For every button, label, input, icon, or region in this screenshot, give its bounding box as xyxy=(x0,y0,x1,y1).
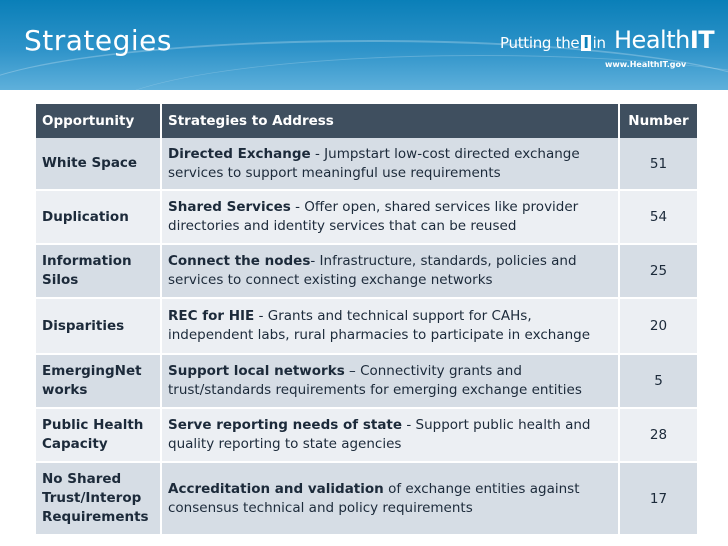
logo-health: Health xyxy=(614,26,690,54)
strategy-description: - Support public health and quality reporting to state agencies xyxy=(168,417,591,452)
logo-it: IT xyxy=(689,26,715,54)
table-row xyxy=(36,354,697,408)
row-strategy xyxy=(161,354,619,408)
column-header-opportunity: Opportunity xyxy=(42,113,135,129)
row-strategy xyxy=(161,190,619,244)
strategy-title: Directed Exchange xyxy=(168,145,311,162)
row-strategy xyxy=(161,298,619,354)
logo-in: in xyxy=(592,34,606,52)
row-number: 5 xyxy=(619,354,697,408)
strategy-title: Shared Services xyxy=(168,199,291,215)
row-strategy xyxy=(161,138,619,190)
row-opportunity: No Shared Trust/Interop Requirements xyxy=(36,462,161,534)
strategy-description: – Connectivity grants and trust/standards requirements for emerging exchange entities xyxy=(168,363,582,398)
table-row xyxy=(36,298,697,354)
column-header-strategies: Strategies to Address xyxy=(161,104,619,138)
strategy-title: REC for HIE xyxy=(168,308,255,324)
row-opportunity: EmergingNetworks xyxy=(36,354,161,408)
table-row xyxy=(36,190,697,244)
strategy-description: - Jumpstart low-cost directed exchange services to support meaningful use requirements xyxy=(168,145,580,181)
logo-tagline xyxy=(500,34,606,52)
slide-title: Strategies xyxy=(24,24,172,57)
logo-i-box: I xyxy=(583,34,589,52)
strategy-description: - Infrastructure, standards, policies and services to connect existing exchange networks xyxy=(168,253,577,288)
column-header-number: Number xyxy=(619,104,697,138)
strategy-description: - Grants and technical support for CAHs, independent labs, rural pharmacies to participate in exchange xyxy=(168,308,591,343)
logo-healthit xyxy=(614,26,714,54)
strategy-description: - Offer open, shared services like provider directories and identity services that can be reused xyxy=(168,199,579,234)
row-number: 20 xyxy=(619,298,697,354)
logo-url: www.HealthIT.gov xyxy=(605,60,687,69)
row-number: 54 xyxy=(619,190,697,244)
logo-prefix: Putting the xyxy=(500,34,580,52)
table-row xyxy=(36,462,697,534)
strategy-description: of exchange entities against consensus technical and policy requirements xyxy=(168,480,580,516)
row-number: 51 xyxy=(619,138,697,190)
row-number: 17 xyxy=(619,462,697,534)
strategy-title: Accreditation and validation xyxy=(168,480,384,497)
row-strategy xyxy=(161,408,619,462)
table-row xyxy=(36,244,697,298)
table-row xyxy=(36,138,697,190)
slide-header xyxy=(0,0,728,90)
row-opportunity: Information Silos xyxy=(36,244,161,298)
table-header-row xyxy=(36,104,697,138)
row-strategy xyxy=(161,244,619,298)
row-opportunity: Duplication xyxy=(36,190,161,244)
table-row xyxy=(36,408,697,462)
strategy-title: Serve reporting needs of state xyxy=(168,417,403,433)
row-strategy xyxy=(161,462,619,534)
strategy-title: Connect the nodes xyxy=(168,253,311,269)
row-opportunity: Disparities xyxy=(36,298,161,354)
strategies-table xyxy=(36,104,697,534)
row-number: 25 xyxy=(619,244,697,298)
healthit-logo xyxy=(500,26,715,69)
row-opportunity: White Space xyxy=(42,155,138,171)
row-number: 28 xyxy=(619,408,697,462)
strategy-title: Support local networks xyxy=(168,363,345,379)
row-opportunity: Public Health Capacity xyxy=(36,408,161,462)
